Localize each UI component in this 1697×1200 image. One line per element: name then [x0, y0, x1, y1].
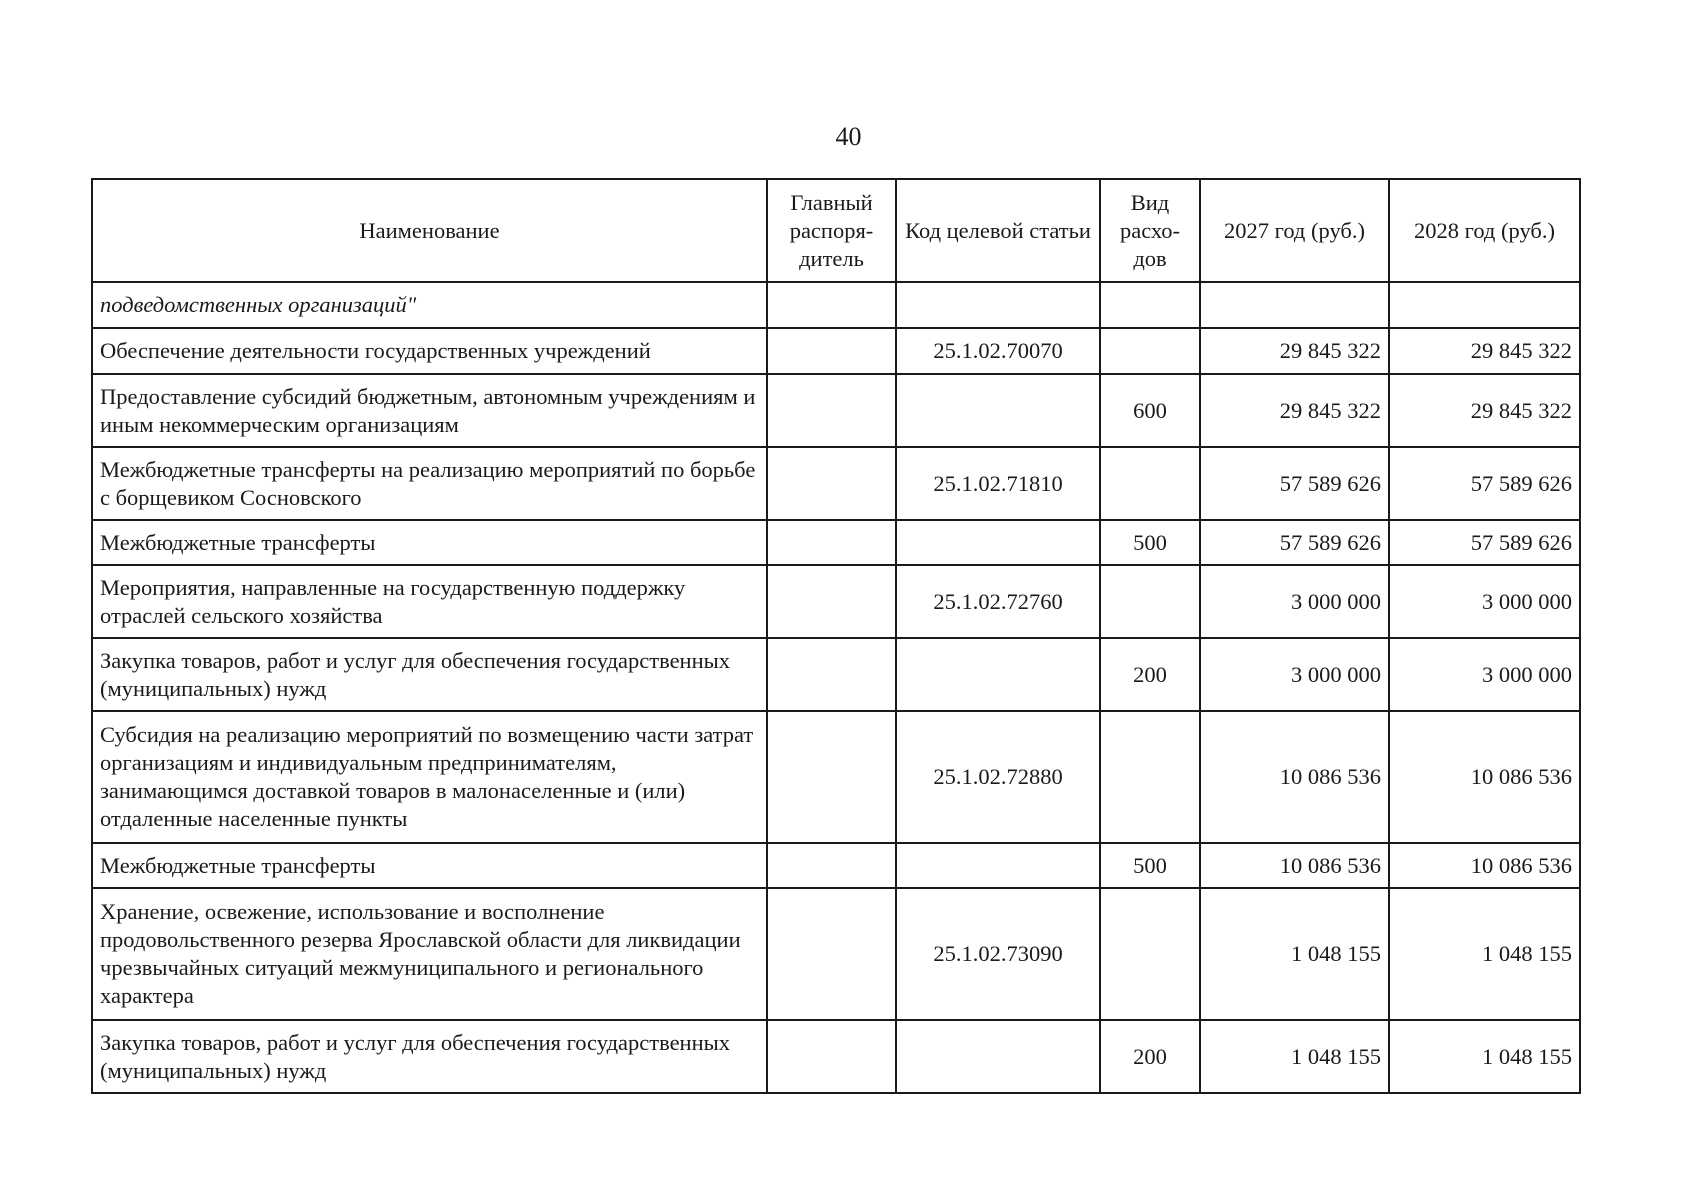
- table-body: [92, 282, 1580, 1093]
- cell-code: [896, 520, 1100, 565]
- cell-manager: [767, 888, 896, 1020]
- cell-2028: 3 000 000: [1389, 565, 1580, 638]
- cell-2027: 1 048 155: [1200, 888, 1389, 1020]
- header-row: [92, 179, 1580, 282]
- page-number: 40: [835, 122, 862, 151]
- table-row: [92, 638, 1580, 711]
- cell-type: 600: [1100, 374, 1200, 447]
- cell-manager: [767, 447, 896, 520]
- table-row: [92, 843, 1580, 888]
- cell-2027: 3 000 000: [1200, 638, 1389, 711]
- cell-name: Закупка товаров, работ и услуг для обеспечения государственных (муниципальных) нужд: [92, 1020, 767, 1093]
- cell-manager: [767, 711, 896, 843]
- cell-name: подведомственных организаций": [92, 282, 767, 328]
- cell-2028: 1 048 155: [1389, 1020, 1580, 1093]
- table-row: [92, 888, 1580, 1020]
- cell-name: Хранение, освежение, использование и восполнение продовольственного резерва Ярославской области для ликвидации чрезвычайных ситуаций межмуниципального и регионального характера: [92, 888, 767, 1020]
- cell-code: [896, 1020, 1100, 1093]
- header-manager: Главный распоря-дитель: [767, 179, 896, 282]
- cell-2027: [1200, 282, 1389, 328]
- cell-name: Межбюджетные трансферты: [92, 520, 767, 565]
- header-2028: 2028 год (руб.): [1389, 179, 1580, 282]
- cell-2028: 29 845 322: [1389, 328, 1580, 374]
- cell-2027: 10 086 536: [1200, 711, 1389, 843]
- cell-name: Межбюджетные трансферты: [92, 843, 767, 888]
- cell-2028: 10 086 536: [1389, 843, 1580, 888]
- cell-2027: 3 000 000: [1200, 565, 1389, 638]
- budget-table: [91, 178, 1581, 1094]
- cell-type: [1100, 711, 1200, 843]
- cell-2027: 1 048 155: [1200, 1020, 1389, 1093]
- cell-type: [1100, 328, 1200, 374]
- table-row: [92, 374, 1580, 447]
- cell-manager: [767, 374, 896, 447]
- cell-2027: 10 086 536: [1200, 843, 1389, 888]
- cell-code: [896, 638, 1100, 711]
- cell-name: Межбюджетные трансферты на реализацию мероприятий по борьбе с борщевиком Сосновского: [92, 447, 767, 520]
- cell-name: Закупка товаров, работ и услуг для обеспечения государственных (муниципальных) нужд: [92, 638, 767, 711]
- cell-type: [1100, 565, 1200, 638]
- header-2027: 2027 год (руб.): [1200, 179, 1389, 282]
- cell-type: [1100, 447, 1200, 520]
- cell-manager: [767, 565, 896, 638]
- header-name: Наименование: [92, 179, 767, 282]
- cell-2028: 57 589 626: [1389, 520, 1580, 565]
- table-row: [92, 1020, 1580, 1093]
- cell-manager: [767, 1020, 896, 1093]
- cell-2027: 29 845 322: [1200, 374, 1389, 447]
- cell-2028: 3 000 000: [1389, 638, 1580, 711]
- header-type: Вид расхо-дов: [1100, 179, 1200, 282]
- cell-type: [1100, 282, 1200, 328]
- cell-code: 25.1.02.73090: [896, 888, 1100, 1020]
- cell-type: 500: [1100, 520, 1200, 565]
- cell-2027: 29 845 322: [1200, 328, 1389, 374]
- table-row: [92, 520, 1580, 565]
- table-row: [92, 328, 1580, 374]
- cell-code: [896, 843, 1100, 888]
- cell-code: 25.1.02.70070: [896, 328, 1100, 374]
- cell-code: 25.1.02.72760: [896, 565, 1100, 638]
- cell-2028: [1389, 282, 1580, 328]
- cell-manager: [767, 282, 896, 328]
- cell-name: Мероприятия, направленные на государственную поддержку отраслей сельского хозяйства: [92, 565, 767, 638]
- cell-2027: 57 589 626: [1200, 520, 1389, 565]
- cell-manager: [767, 328, 896, 374]
- cell-type: 200: [1100, 638, 1200, 711]
- table-row: [92, 447, 1580, 520]
- cell-name: Обеспечение деятельности государственных учреждений: [92, 328, 767, 374]
- cell-manager: [767, 638, 896, 711]
- cell-code: 25.1.02.72880: [896, 711, 1100, 843]
- cell-type: 500: [1100, 843, 1200, 888]
- cell-2028: 29 845 322: [1389, 374, 1580, 447]
- cell-manager: [767, 520, 896, 565]
- cell-code: [896, 374, 1100, 447]
- table-row: [92, 565, 1580, 638]
- cell-2027: 57 589 626: [1200, 447, 1389, 520]
- cell-name: Предоставление субсидий бюджетным, автономным учреждениям и иным некоммерческим организациям: [92, 374, 767, 447]
- cell-type: 200: [1100, 1020, 1200, 1093]
- cell-2028: 57 589 626: [1389, 447, 1580, 520]
- header-code: Код целевой статьи: [896, 179, 1100, 282]
- cell-code: 25.1.02.71810: [896, 447, 1100, 520]
- cell-2028: 10 086 536: [1389, 711, 1580, 843]
- cell-type: [1100, 888, 1200, 1020]
- table-row: [92, 711, 1580, 843]
- table-row: [92, 282, 1580, 328]
- cell-2028: 1 048 155: [1389, 888, 1580, 1020]
- cell-code: [896, 282, 1100, 328]
- cell-name: Субсидия на реализацию мероприятий по возмещению части затрат организациям и индивидуальным предпринимателям, занимающимся доставкой товаров в малонаселенные и (или) отдаленные населенные пункты: [92, 711, 767, 843]
- cell-manager: [767, 843, 896, 888]
